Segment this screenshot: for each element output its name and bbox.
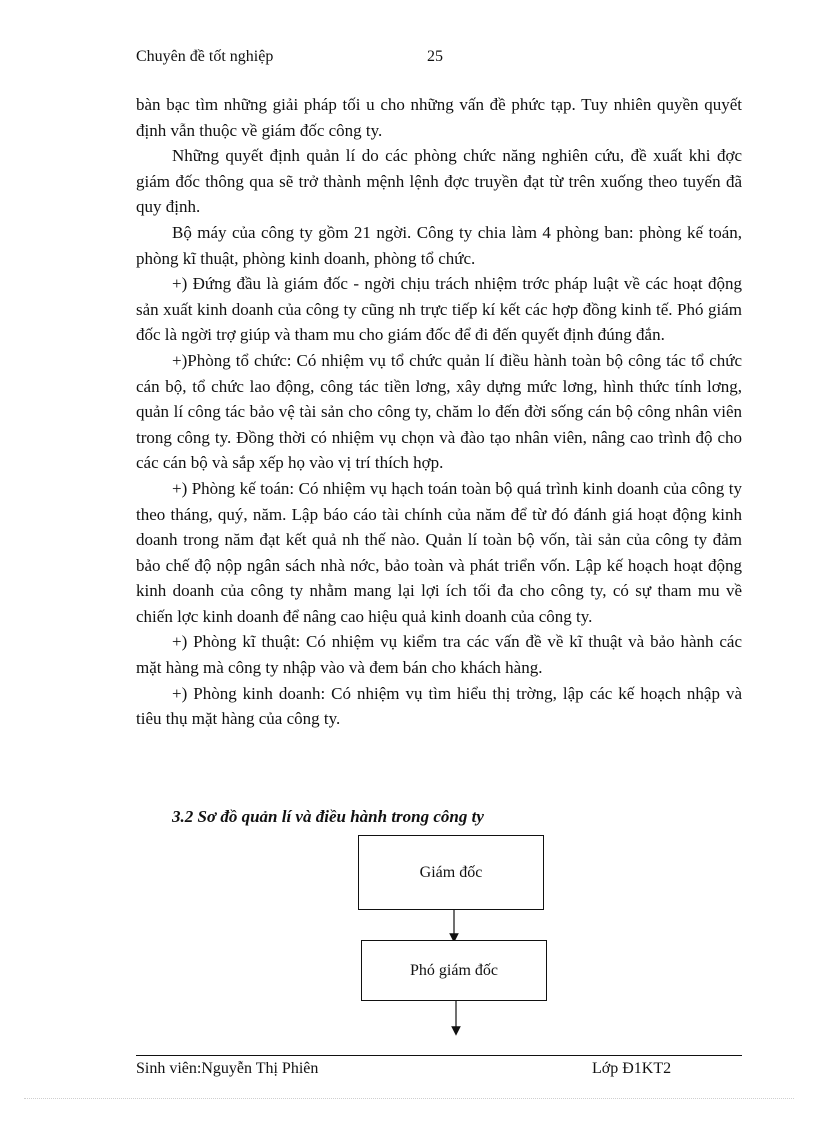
paragraph: +) Phòng kĩ thuật: Có nhiệm vụ kiểm tra các vấn đề về kĩ thuật và bảo hành các mặt hàng mà công ty nhập vào và đem bán cho khách hàng. xyxy=(136,632,742,678)
paragraph: +)Phòng tổ chức: Có nhiệm vụ tổ chức quản lí điều hành toàn bộ công tác tổ chức cán bộ, tổ chức lao động, công tác tiền lơng, xây dựng mức lơng, hình thức tính lơng, quản lí công tác bảo vệ tài sản cho công ty, chăm lo đến đời sống cán bộ công nhân viên trong công ty. Đồng thời có nhiệm vụ chọn và đào tạo nhân viên, nâng cao trình độ cho các cán bộ và sắp xếp họ vào vị trí thích hợp. xyxy=(136,350,742,473)
paragraph: +) Phòng kinh doanh: Có nhiệm vụ tìm hiểu thị trờng, lập các kế hoạch nhập và tiêu thụ mặt hàng của công ty. xyxy=(136,683,742,729)
org-node-director: Giám đốc xyxy=(358,835,544,910)
paragraph: +) Phòng kế toán: Có nhiệm vụ hạch toán toàn bộ quá trình kinh doanh của công ty theo tháng, quý, năm. Lập báo cáo tài chính của năm để từ đó đánh giá hoạt động kinh doanh trong năm đạt kết quả nh thế nào. Quản lí toàn bộ vốn, tài sản của công ty đảm bảo chế độ nộp ngân sách nhà nớc, bảo toàn và phát triển vốn. Lập kế hoạch hoạt động kinh doanh của công ty nhằm mang lại lợi ích tối đa cho công ty, có sự tham mu về chiến lợc kinh doanh để nâng cao hiệu quả kinh doanh của công ty. xyxy=(136,478,742,626)
body-text xyxy=(136,92,742,732)
footer-divider xyxy=(136,1055,742,1056)
org-node-deputy-director: Phó giám đốc xyxy=(361,940,547,1001)
footer-student: Sinh viên:Nguyễn Thị Phiên xyxy=(136,1060,319,1077)
paragraph: Bộ máy của công ty gồm 21 ngời. Công ty chia làm 4 phòng ban: phòng kế toán, phòng kĩ thuật, phòng kinh doanh, phòng tổ chức. xyxy=(136,222,742,268)
bottom-dotted-edge xyxy=(24,1098,794,1099)
paragraph: Những quyết định quản lí do các phòng chức năng nghiên cứu, đề xuất khi đợc giám đốc thông qua sẽ trở thành mệnh lệnh đợc truyền đạt từ trên xuống theo tuyến đã quy định. xyxy=(136,146,742,217)
paragraph: bàn bạc tìm những giải pháp tối u cho những vấn đề phức tạp. Tuy nhiên quyền quyết định vẫn thuộc về giám đốc công ty. xyxy=(136,95,742,140)
header-title: Chuyên đề tốt nghiệp xyxy=(136,48,274,65)
footer-class: Lớp Đ1KT2 xyxy=(592,1060,672,1077)
page-number: 25 xyxy=(427,48,443,65)
section-heading: 3.2 Sơ đồ quản lí và điều hành trong công ty xyxy=(172,807,484,826)
page-header xyxy=(136,48,742,70)
paragraph: +) Đứng đầu là giám đốc - ngời chịu trách nhiệm trớc pháp luật về các hoạt động sản xuất kinh doanh của công ty cũng nh trực tiếp kí kết các hợp đồng kinh tế. Phó giám đốc là ngời trợ giúp và tham mu cho giám đốc để đi đến quyết định đúng đắn. xyxy=(136,274,742,345)
